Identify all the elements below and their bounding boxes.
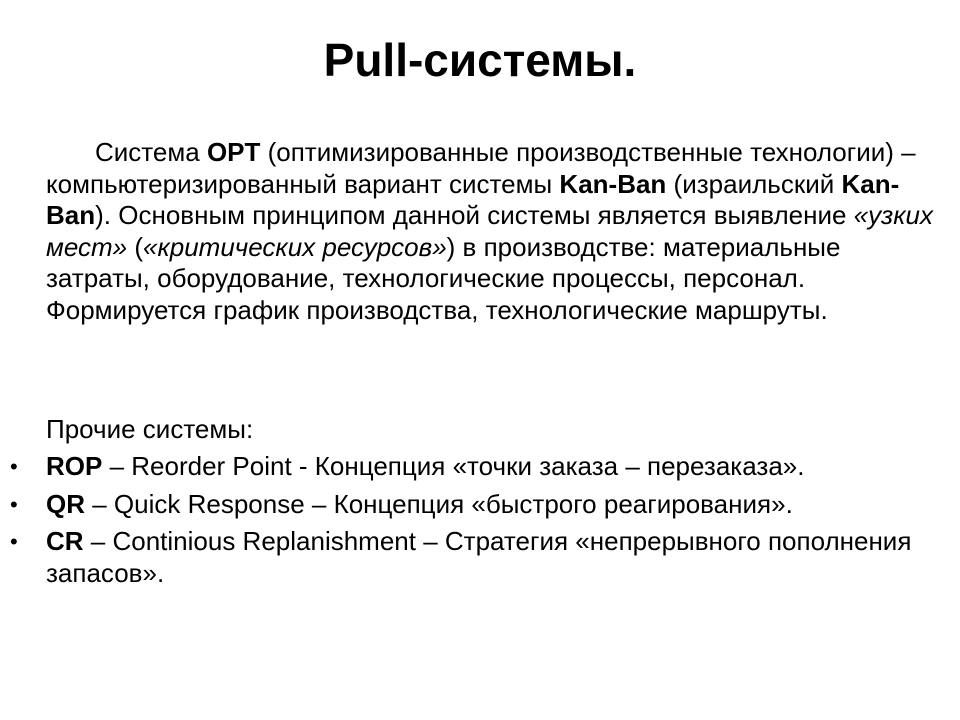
- system-item-rop: [10, 451, 936, 483]
- bullet-icon: •: [10, 529, 18, 554]
- other-systems-heading: Прочие системы:: [46, 414, 254, 444]
- opt-text-1: Система: [95, 137, 207, 167]
- opt-term: OPT: [206, 137, 261, 167]
- bottlenecks-term: «узких мест»: [46, 200, 933, 262]
- system-abbr-qr: QR: [46, 488, 85, 519]
- system-abbr-cr: CR: [46, 526, 84, 556]
- bullet-icon: •: [10, 491, 18, 517]
- slide-title: Pull-системы.: [323, 34, 637, 86]
- system-desc-rop: – Reorder Point - Концепция «точки заказа – перезаказа».: [102, 451, 805, 481]
- system-abbr-rop: ROP: [46, 451, 103, 481]
- kanban-term-1: Kan-Ban: [559, 168, 667, 199]
- opt-text-2: (оптимизированные производственные технологии) – компьютеризированный вариант системы: [46, 137, 916, 199]
- system-item-cr: [10, 526, 936, 589]
- opt-text-4: ). Основным принципом данной системы является выявление: [95, 200, 854, 230]
- other-systems-list: [10, 451, 936, 595]
- system-item-qr: [10, 488, 936, 521]
- bullet-icon: •: [10, 454, 18, 479]
- system-desc-qr: – Quick Response – Концепция «быстрого реагирования».: [85, 488, 793, 519]
- opt-text-5: (: [127, 231, 144, 262]
- kanban-term-2: Kan-Ban: [46, 168, 900, 230]
- opt-text-6: ) в производстве: материальные затраты, оборудование, технологические процессы, персонал. Формируется график производства, технологические маршруты.: [46, 231, 841, 325]
- opt-text-3: (израильский: [666, 168, 842, 199]
- opt-description-paragraph: [46, 137, 936, 326]
- critical-resources-term: «критических ресурсов»: [143, 231, 447, 262]
- system-desc-cr: – Continious Replanishment – Стратегия «непрерывного пополнения запасов».: [46, 526, 912, 588]
